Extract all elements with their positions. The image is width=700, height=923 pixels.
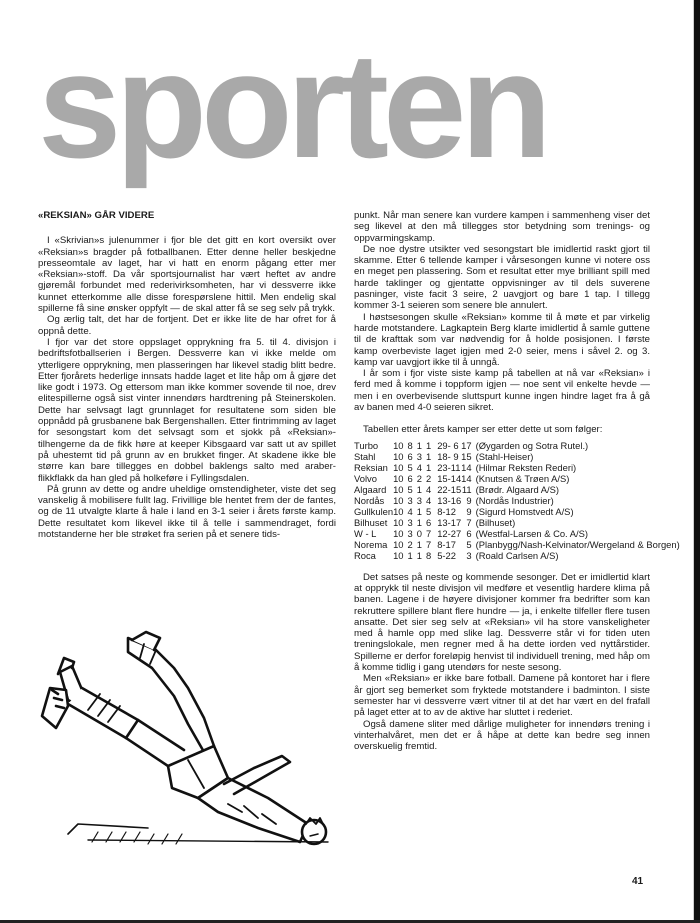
cell-team: Norema (354, 538, 388, 550)
cell-drawn: 1 (416, 483, 422, 495)
cell-team: Gullkulen (354, 505, 394, 517)
page-number: 41 (632, 876, 644, 887)
table-row (354, 484, 680, 495)
cell-won: 3 (407, 494, 413, 506)
cell-lost: 6 (425, 516, 432, 528)
cell-team: Volvo (354, 472, 377, 484)
paragraph: Også damene sliter med dårlige muligheter for innendørs trening i vinterhalvåret, men det er å håpe at dette kan bedre seg innen overskuelig fremtid. (354, 718, 650, 753)
cell-lost: 4 (425, 494, 432, 506)
cell-points: 3 (466, 549, 472, 561)
cell-goals: 8-12 (437, 505, 456, 517)
cell-points: 7 (466, 516, 472, 528)
table-row (354, 440, 680, 451)
cell-played: 10 (393, 494, 404, 506)
cell-played: 10 (393, 538, 404, 550)
cell-sponsor: (Planbygg/Nash-Kelvinator/Wergeland & Borgen) (475, 538, 680, 550)
cell-drawn: 1 (416, 549, 422, 561)
cell-team: Bilhuset (354, 516, 388, 528)
cell-points: 5 (466, 538, 472, 550)
cell-team: Reksian (354, 461, 388, 473)
paragraph: Og ærlig talt, det har de fortjent. Det er ikke lite de har ofret for å oppnå dette. (38, 314, 336, 337)
cell-points: 14 (461, 461, 472, 473)
cell-points: 17 (461, 439, 472, 451)
paragraph: punkt. Når man senere kan vurdere kampen i sammenheng viser det seg likevel at den må tillegges stor betydning som trenings- og oppvarmingskamp. (354, 210, 650, 244)
table-row (354, 462, 680, 473)
table-row (354, 517, 680, 528)
cell-goals: 29- 6 (437, 439, 459, 451)
cell-lost: 7 (425, 538, 432, 550)
cell-lost: 7 (425, 527, 432, 539)
cell-points: 11 (461, 483, 472, 495)
cell-lost: 1 (425, 461, 432, 473)
cell-played: 10 (393, 472, 404, 484)
cell-points: 9 (466, 494, 472, 506)
page-edge (694, 0, 700, 923)
table-row (354, 550, 680, 561)
cell-goals: 8-17 (437, 538, 456, 550)
cell-goals: 22-15 (437, 483, 462, 495)
cell-sponsor: (Sigurd Homstvedt A/S) (475, 505, 574, 517)
cell-points: 9 (466, 505, 472, 517)
cell-drawn: 0 (416, 527, 422, 539)
cell-played: 10 (393, 483, 404, 495)
cell-won: 4 (407, 505, 413, 517)
cell-sponsor: (Knutsen & Trøen A/S) (475, 472, 570, 484)
cell-sponsor: (Stahl-Heiser) (475, 450, 534, 462)
cell-won: 3 (407, 527, 413, 539)
cell-goals: 12-27 (437, 527, 462, 539)
cell-drawn: 3 (416, 494, 422, 506)
cell-drawn: 3 (416, 450, 422, 462)
paragraph: I «Skrivian»s julenummer i fjor ble det gitt en kort oversikt over «Reksian»s bragder på fotballbanen. Etter denne heller beskjedne presseomtale av laget, har vi hatt en enorm pågang etter mer «Reksian»-stoff. Da vår sportsjournalist har vært heftet av andre gjøremål forbundet med rederivirksomheten, har vi dessverre ikke kunnet etterkomme alle disse forespørslene hittil. Men endelig skal spillerne få sine ønsker oppfylt — de skal atter få se seg selv på trykk. (38, 235, 336, 315)
cell-goals: 18- 9 (437, 450, 459, 462)
cell-points: 15 (461, 450, 472, 462)
table-intro: Tabellen etter årets kamper ser etter dette ut som følger: (363, 424, 603, 436)
cell-team: Algaard (354, 483, 387, 495)
table-row (354, 539, 680, 550)
cell-lost: 5 (425, 505, 432, 517)
cell-drawn: 1 (416, 538, 422, 550)
standings-table (354, 440, 680, 561)
cell-goals: 13-16 (437, 494, 462, 506)
cell-sponsor: (Westfal-Larsen & Co. A/S) (475, 527, 588, 539)
cell-lost: 1 (425, 439, 432, 451)
cell-lost: 8 (425, 549, 432, 561)
cell-drawn: 1 (416, 516, 422, 528)
cell-won: 3 (407, 516, 413, 528)
table-row (354, 451, 680, 462)
cell-goals: 5-22 (437, 549, 456, 561)
cell-won: 5 (407, 461, 413, 473)
cell-lost: 4 (425, 483, 432, 495)
page-edge-shadow (693, 0, 694, 923)
cell-lost: 2 (425, 472, 432, 484)
paragraph: De noe dystre utsikter ved sesongstart ble imidlertid raskt gjort til skamme. Etter 6 tellende kamper i vårsesongen kunne vi notere oss en meget pen plassering. Som et resultat etter mye brilliant spill med harde taklinger og gjentatte oppvisninger av til dels suverene pasninger, viste facit 3 seire, 2 uavgjort og bare 1 tap. I tillegg kommer 3-1 seieren som senere ble annulert. (354, 243, 650, 312)
cell-team: Stahl (354, 450, 376, 462)
masthead-title: sporten (38, 21, 547, 189)
cell-played: 10 (393, 505, 404, 517)
cell-drawn: 4 (416, 461, 422, 473)
cell-team: Turbo (354, 439, 379, 451)
cell-played: 10 (393, 516, 404, 528)
cell-sponsor: (Nordås Industrier) (475, 494, 554, 506)
paragraph: I år som i fjor viste siste kamp på tabellen at nå var «Reksian» i ferd med å komme i toppform igjen — noe sent vil enkelte hevde — men i en overbevisende sluttspurt kunne ingen hindre laget fra å gå av banen med 4-0 seieren sikret. (354, 368, 650, 414)
table-row (354, 495, 680, 506)
sleeping-footballer-drawing-icon (28, 628, 338, 858)
article-heading: «REKSIAN» GÅR VIDERE (38, 210, 155, 221)
cell-sponsor: (Roald Carlsen A/S) (475, 549, 559, 561)
cell-played: 10 (393, 549, 404, 561)
cell-sponsor: (Hilmar Reksten Rederi) (475, 461, 577, 473)
cell-played: 10 (393, 450, 404, 462)
cell-team: Nordås (354, 494, 385, 506)
cell-played: 10 (393, 461, 404, 473)
paragraph: På grunn av dette og andre uheldige omstendigheter, viste det seg vanskelig å mobilisere fullt lag. Frivillige ble hentet frem der de fantes, og de 11 utvalgte klarte å hale i land en 3-1 seier i årets første kamp. Dette resultatet kom likevel ikke til å telle i sammendraget, fordi motstanderne her ble strøket fra serien på et senere tids- (38, 483, 336, 541)
cell-goals: 15-14 (437, 472, 462, 484)
table-row (354, 473, 680, 484)
cell-won: 5 (407, 483, 413, 495)
cell-won: 6 (407, 472, 413, 484)
paragraph: I høstsesongen skulle «Reksian» komme til å møte et par virkelig harde motstandere. Lagkaptein Berg klarte imidlertid å samle guttene til de krafttak som var nødvendig for å holde posisjonen. I første kamp overbeviste laget igjen med 2-0 seier, mens i såvel 2. og 3. kamp var uavgjort ikke til å unngå. (354, 311, 650, 368)
cell-won: 8 (407, 439, 413, 451)
cell-points: 14 (461, 472, 472, 484)
table-row (354, 528, 680, 539)
paragraph: I fjor var det store oppslaget opprykning fra 5. til 4. divisjon i bedriftsfotballserien i Bergen. Dessverre kan vi ikke melde om ytterligere opprykning, men plasseringen har likevel stadig blitt bedre. Etter fjorårets hederlige innsats hadde laget et lite håp om å gjøre det like godt i 1973. Og ettersom man ikke kommer sovende til noe, drev elitespillerne også sist vinter innendørs hardtrening på Steinerskolen. Dette har selvsagt lagt grunnlaget for resultatene som siden ble oppnådd på grusbanene bak Bergenshallen. Etter fintrimming av laget for sesongstart kom det selvsagt som et sjokk på «Reksian»-tilhengerne da de fikk høre at keeper Kibsgaard var satt ut av spillet på uhestemt tid på grunn av en brukket finger. At skadene ikke ble større kan bare tillegges en dobbel baklengs salto med araber-flikkflakk da han gled på holkeføre i Fyllingsdalen. (38, 336, 336, 484)
paragraph: Det satses på neste og kommende sesonger. Det er imidlertid klart at opprykk til neste divisjon vil medføre et vesentlig hardere klima på banen. Lagene i de høyere divisjoner kommer fra bedrifter som kan rekruttere spillere blant flere hundre — ja, i enkelte tilfeller flere tusen ansatte. Det sier seg selv at «Reksian» vil ha store vanskeligheter med å hamle opp med slike lag. Dessverre står vi for tiden uten treningslokale, men regner med å ha dette iorden ved nyttårstider. Spillerne er derfor foreløpig henvist til individuell trening, med håp om å komme tidlig i gang utendørs for neste sesong. (354, 571, 650, 674)
cell-drawn: 1 (416, 439, 422, 451)
cell-played: 10 (393, 527, 404, 539)
cell-goals: 23-11 (437, 461, 461, 473)
cell-goals: 13-17 (437, 516, 462, 528)
cell-played: 10 (393, 439, 404, 451)
cell-won: 1 (407, 549, 413, 561)
cell-won: 6 (407, 450, 413, 462)
cell-sponsor: (Brødr. Algaard A/S) (475, 483, 559, 495)
cell-team: Roca (354, 549, 376, 561)
cell-lost: 1 (425, 450, 432, 462)
article-left-column (38, 210, 336, 540)
cell-drawn: 1 (416, 505, 422, 517)
cell-sponsor: (Bilhuset) (475, 516, 516, 528)
cell-team: W - L (354, 527, 377, 539)
article-right-column (354, 210, 680, 753)
cell-points: 6 (466, 527, 472, 539)
table-row (354, 506, 680, 517)
cell-drawn: 2 (416, 472, 422, 484)
cell-won: 2 (407, 538, 413, 550)
paragraph: Men «Reksian» er ikke bare fotball. Damene på kontoret har i flere år gjort seg bemerket som fryktede motstandere i badminton. I siste semester har vi dessverre vært vitner til at det har vært en del frafall på laget etter at to av de aktive har sluttet i rederiet. (354, 673, 650, 719)
cell-sponsor: (Øygarden og Sotra Rutel.) (475, 439, 589, 451)
